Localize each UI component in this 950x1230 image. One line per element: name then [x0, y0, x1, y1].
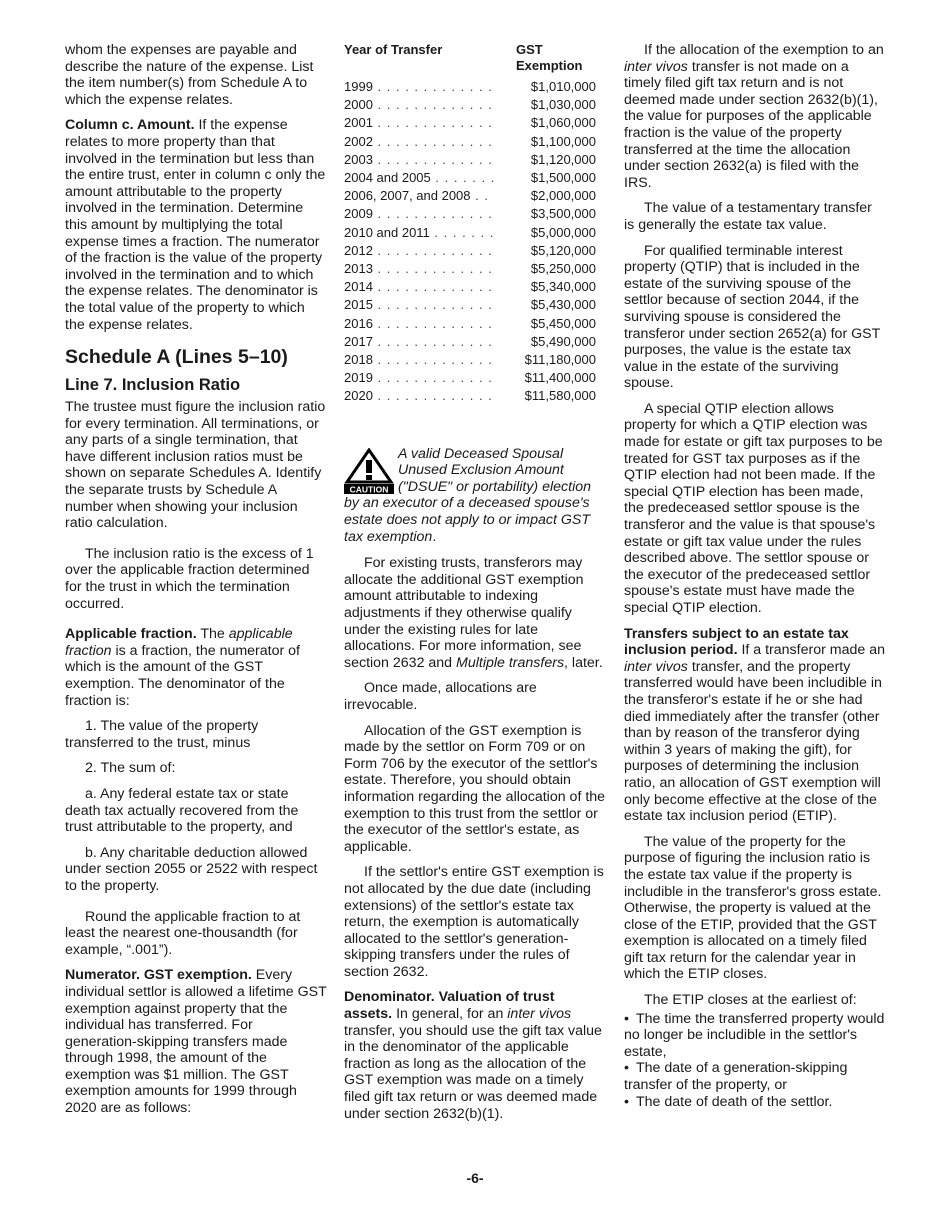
paragraph-allocation-not-timely: If the allocation of the exemption to an inter vivos transfer is not made on a timely filed gift tax return and is not deemed made under section 2632(b)(1), the value for purposes of the applicable fraction is the value of the property transferred at the time the allocation under section 2632(a) is filed with the IRS. — [624, 42, 884, 191]
gst-exemption-table — [344, 42, 596, 406]
paragraph-testamentary: The value of a testamentary transfer is generally the estate tax value. — [624, 200, 872, 233]
paragraph-property-value: The value of the property for the purpose of figuring the inclusion ratio is the estate tax value if the property is includible in the transferor's gross estate. Otherwise, the property is valued at the close of the ETIP, provided that the GST exemption is allocated on a timely filed gift tax return for the calendar year in which the ETIP closes. — [624, 833, 882, 983]
amount-cell: $5,430,000 — [530, 297, 596, 313]
amount-cell: $5,120,000 — [530, 242, 596, 258]
table-row — [344, 278, 596, 296]
paragraph-round: Round the applicable fraction to at least the nearest one-thousandth (for example, “.001”). — [65, 908, 301, 958]
year-cell: 2017 . . . . . . . . . . . . . — [344, 333, 493, 349]
table-row — [344, 351, 596, 369]
applicable-fraction-heading: Applicable fraction. — [65, 626, 197, 643]
amount-cell: $11,400,000 — [524, 370, 596, 386]
list-item-a: a. Any federal estate tax or state death tax actually recovered from the trust attributable to the property, and — [65, 785, 299, 836]
year-cell: 1999 . . . . . . . . . . . . . — [344, 79, 493, 94]
paragraph-trustee: The trustee must figure the inclusion ratio for every termination. All terminations, or any parts of a single termination, that have different inclusion ratios must be shown on separate Schedules A. Identify the separate trusts by Schedule A number when showing your inclusion ratio calculation. — [65, 399, 326, 532]
year-cell: 2016 . . . . . . . . . . . . . — [344, 315, 493, 331]
amount-cell: $1,030,000 — [530, 97, 596, 113]
year-cell: 2010 and 2011 . . . . . . . — [344, 224, 495, 240]
list-item-2: 2. The sum of: — [85, 760, 176, 777]
bullet-item: • The time the transferred property would no longer be includible in the settlor's estate, — [624, 1010, 885, 1060]
table-row — [344, 369, 596, 387]
column-right — [624, 42, 886, 1110]
amount-cell: $5,000,000 — [530, 224, 596, 240]
amount-cell: $1,010,000 — [530, 79, 596, 94]
paragraph-column-c: Column c. Amount. If the expense relates to more property than that involved in the termination but less than the entire trust, enter in column c only the amount attributable to the property involved in the termination. Determine this amount by multiplying the total expense times a fraction. The numerator of the fraction is the value of the property involved in the termination and to which the expense relates. The denominator is the total value of the property to which the expense relates. — [65, 117, 326, 333]
table-row — [344, 114, 596, 132]
amount-cell: $5,250,000 — [530, 261, 596, 277]
caution-label: CAUTION — [349, 484, 389, 494]
year-cell: 2004 and 2005 . . . . . . . — [344, 170, 496, 186]
table-row — [344, 205, 596, 223]
amount-cell: $5,450,000 — [530, 315, 596, 331]
paragraph-allocation: Allocation of the GST exemption is made by the settlor on Form 709 or on Form 706 by the executor of the settlor's estate. Therefore, you should obtain information regarding the allocation of the exemption to this trust from the settlor or the executor of the settlor's estate, as applicable. — [344, 722, 606, 855]
bullet-item: • The date of death of the settlor. — [624, 1093, 833, 1110]
caution-icon — [344, 448, 394, 494]
bullet-item: • The date of a generation-skipping transfer of the property, or — [624, 1060, 848, 1094]
table-row — [344, 133, 596, 151]
page-number: -6- — [466, 1170, 484, 1186]
table-row — [344, 296, 596, 314]
year-cell: 2018 . . . . . . . . . . . . . — [344, 352, 493, 368]
year-cell: 2015 . . . . . . . . . . . . . — [344, 297, 493, 313]
amount-cell: $5,490,000 — [530, 333, 596, 349]
table-header-gst: GST Exemption — [516, 42, 583, 73]
amount-cell: $11,580,000 — [524, 388, 596, 404]
paragraph-inclusion-ratio: The inclusion ratio is the excess of 1 over the applicable fraction determined for the trust in which the termination occurred. — [65, 545, 314, 612]
paragraph-expense-continued: whom the expenses are payable and describe the nature of the expense. List the item number(s) from Schedule A to which the expense relates. — [65, 42, 314, 108]
etip-heading: Transfers subject to an estate tax inclusion period. — [624, 625, 849, 659]
denominator-heading: Denominator. Valuation of trust assets. — [344, 989, 555, 1023]
amount-cell: $3,500,000 — [530, 206, 596, 222]
amount-cell: $2,000,000 — [530, 188, 596, 204]
amount-cell: $5,340,000 — [530, 279, 596, 295]
caution-note — [344, 446, 606, 546]
column-middle — [344, 42, 606, 1131]
table-row — [344, 96, 596, 114]
year-cell: 2013 . . . . . . . . . . . . . — [344, 261, 493, 277]
column-left — [65, 42, 327, 1126]
table-row — [344, 260, 596, 278]
paragraph-irrevocable: Once made, allocations are irrevocable. — [344, 680, 537, 713]
paragraph-denominator: Denominator. Valuation of trust assets. In general, for an inter vivos transfer, you should use the gift tax value in the denominator of the applicable fraction as long as the allocation of the GST exemption was made on a timely filed gift tax return or was deemed made under section 2632(b)(1). — [344, 989, 602, 1122]
year-cell: 2003 . . . . . . . . . . . . . — [344, 151, 493, 167]
year-cell: 2012 . . . . . . . . . . . . . — [344, 242, 493, 258]
year-cell: 2001 . . . . . . . . . . . . . — [344, 115, 493, 131]
amount-cell: $1,100,000 — [530, 133, 596, 149]
year-cell: 2009 . . . . . . . . . . . . . — [344, 206, 493, 222]
amount-cell: $1,120,000 — [530, 151, 596, 167]
table-row — [344, 187, 596, 205]
amount-cell: $1,500,000 — [530, 170, 596, 186]
year-cell: 2000 . . . . . . . . . . . . . — [344, 97, 493, 113]
year-cell: 2002 . . . . . . . . . . . . . — [344, 133, 493, 149]
table-row — [344, 78, 596, 96]
amount-cell: $1,060,000 — [530, 115, 596, 131]
paragraph-numerator: Numerator. GST exemption. Every individual settlor is allowed a lifetime GST exemption against property that the individual has transferred. For generation-skipping transfers made through 1998, the amount of the exemption was $1 million. The GST exemption amounts for 1999 through 2020 are as follows: — [65, 967, 327, 1117]
list-item-b: b. Any charitable deduction allowed under section 2055 or 2522 with respect to the property. — [65, 844, 318, 894]
paragraph-applicable-fraction: Applicable fraction. The applicable fraction is a fraction, the numerator of which is the amount of the GST exemption. The denominator of the fraction is: — [65, 626, 301, 709]
etip-bullet-list — [624, 1011, 886, 1111]
table-header-year: Year of Transfer — [344, 42, 443, 57]
table-row — [344, 242, 596, 260]
paragraph-entire-exemption: If the settlor's entire GST exemption is not allocated by the due date (including extensions) of the settlor's estate tax return, the exemption is automatically allocated to the settlor's generation-skipping transfers under the rules of section 2632. — [344, 864, 604, 980]
table-row — [344, 151, 596, 169]
line7-heading: Line 7. Inclusion Ratio — [65, 376, 241, 395]
column-c-heading: Column c. Amount. — [65, 117, 195, 134]
schedule-a-heading: Schedule A (Lines 5–10) — [65, 346, 288, 369]
paragraph-special-qtip: A special QTIP election allows property for which a QTIP election was made for estate or gift tax purposes to be treated for GST tax purposes as if the QTIP election had not been made. If the special QTIP election has been made, the predeceased settlor spouse is the transferor and the value is that spouse's estate or gift tax value under the rules described above. The settlor spouse or the executor of the predeceased settlor spouse's estate must have made the special QTIP election. — [624, 400, 883, 616]
table-row — [344, 315, 596, 333]
year-cell: 2014 . . . . . . . . . . . . . — [344, 279, 493, 295]
table-row — [344, 333, 596, 351]
year-cell: 2006, 2007, and 2008 . . — [344, 188, 489, 204]
amount-cell: $11,180,000 — [524, 352, 596, 368]
numerator-heading: Numerator. GST exemption. — [65, 967, 252, 984]
table-row — [344, 224, 596, 242]
caution-text: A valid Deceased Spousal Unused Exclusion Amount ("DSUE" or portability) election by an executor of a deceased spouse's estate does not apply to or impact GST tax exemption. — [344, 445, 591, 545]
paragraph-etip-closes: The ETIP closes at the earliest of: — [644, 992, 857, 1009]
year-cell: 2019 . . . . . . . . . . . . . — [344, 370, 493, 386]
paragraph-existing-trusts: For existing trusts, transferors may allocate the additional GST exemption amount attributable to indexing adjustments if they otherwise qualify under the existing rules for late allocations. For more information, see section 2632 and Multiple transfers, later. — [344, 555, 603, 671]
paragraph-etip: Transfers subject to an estate tax inclusion period. If a transferor made an inter vivos transfer, and the property transferred would have been includible in the transferor's estate if he or she had died immediately after the transfer (other than by reason of the transferor dying within 3 years of making the gift), for purposes of determining the inclusion ratio, an allocation of GST exemption will only become effective at the close of the estate tax inclusion period (ETIP). — [624, 625, 885, 825]
table-row — [344, 169, 596, 187]
table-row — [344, 387, 596, 405]
year-cell: 2020 . . . . . . . . . . . . . — [344, 388, 493, 404]
list-item-1: 1. The value of the property transferred to the trust, minus — [65, 718, 259, 751]
paragraph-qtip: For qualified terminable interest property (QTIP) that is included in the estate of the surviving spouse of the settlor because of section 2044, if the surviving spouse is considered the transferor under section 2652(a) for GST purposes, the value is the estate tax value in the estate of the surviving spouse. — [624, 242, 881, 392]
